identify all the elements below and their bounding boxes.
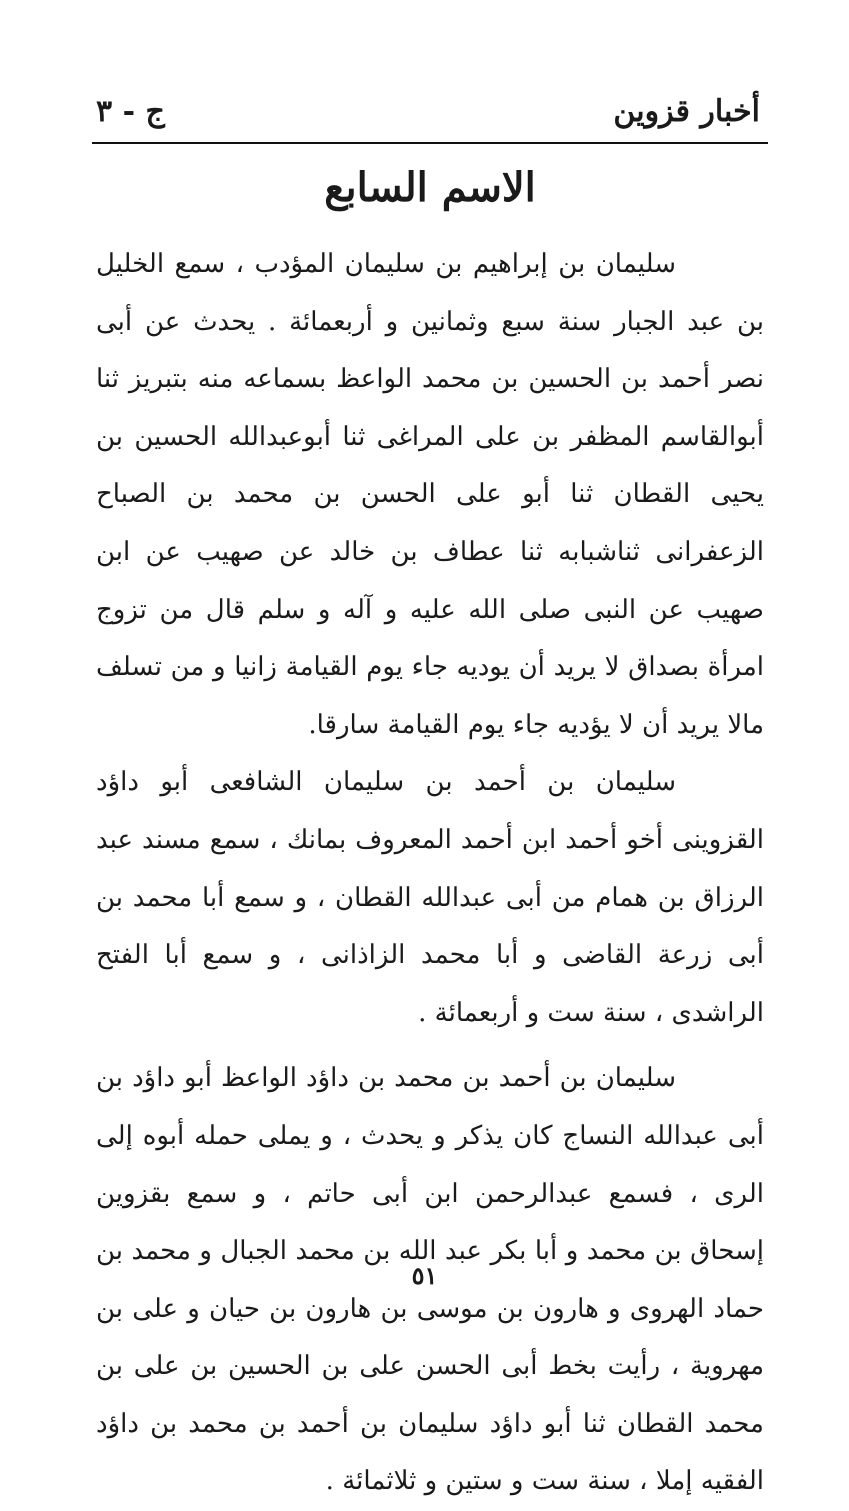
paragraph: سليمان بن أحمد بن محمد بن داؤد الواعظ أبو داؤد بن أبى عبدالله النساج كان يذكر و يحدث ، و يملى حمله أبوه إلى الرى ، فسمع عبدالرحمن ابن أبى حاتم ، و سمع بقزوين إسحاق بن محمد و أبا بكر عبد الله بن محمد الجبال و محمد بن حماد الهروى و هارون بن موسى بن هارون بن حيان و على بن مهروية ، رأيت بخط أبى الحسن على بن الحسين بن على بن محمد القطان ثنا أبو داؤد سليمان بن أحمد بن محمد بن داؤد الفقيه إملا ، سنة ست و ستين و ثلاثمائة . (96, 1063, 764, 1497)
paragraph: سليمان بن أحمد بن سليمان الشافعى أبو داؤد القزوينى أخو أحمد ابن أحمد المعروف بمانك ، سمع مسند عبد الرزاق بن همام من أبى عبدالله القطان ، و سمع أبا محمد بن أبى زرعة القاضى و أبا محمد الزاذانى ، و سمع أبا الفتح الراشدى ، سنة ست و أربعمائة . (96, 767, 764, 1028)
body-text (96, 236, 764, 1511)
book-title: أخبار قزوين (613, 94, 760, 129)
running-header (92, 88, 768, 140)
paragraph: سليمان بن إبراهيم بن سليمان المؤدب ، سمع الخليل بن عبد الجبار سنة سبع وثمانين و أربعمائة . يحدث عن أبى نصر أحمد بن الحسين بن محمد الواعظ بسماعه منه بتبريز ثنا أبوالقاسم المظفر بن على المراغى ثنا أبوعبدالله الحسين بن يحيى القطان ثنا أبو على الحسن بن محمد بن الصباح الزعفرانى ثناشبابه ثنا عطاف بن خالد عن صهيب عن ابن صهيب عن النبى صلى الله عليه و آله و سلم قال من تزوج امرأة بصداق لا يريد أن يوديه جاء يوم القيامة زانيا و من تسلف مالا يريد أن لا يؤديه جاء يوم القيامة سارقا. (96, 249, 764, 740)
header-rule (92, 142, 768, 144)
page-number: ٥١ (411, 1261, 438, 1290)
volume-label: ج - ٣ (96, 94, 165, 129)
section-heading: الاسم السابع (324, 164, 536, 211)
